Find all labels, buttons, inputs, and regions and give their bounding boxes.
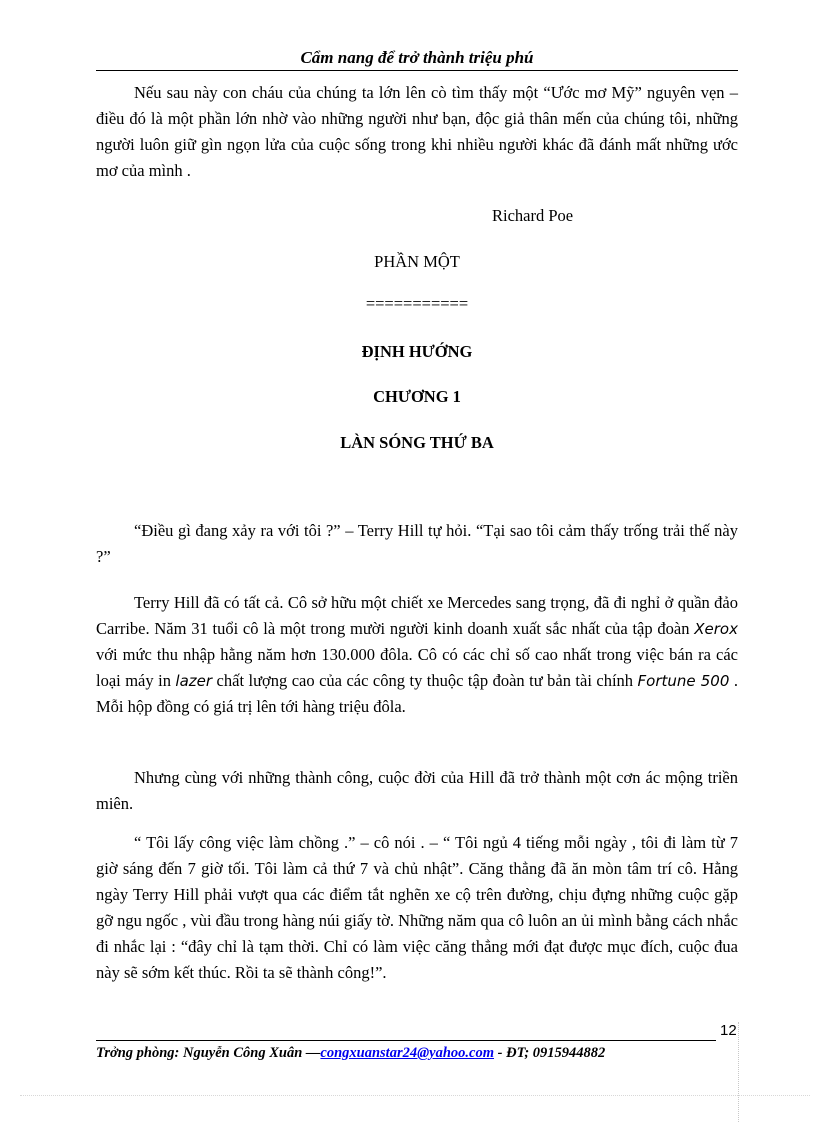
running-header: Cẩm nang để trở thành triệu phú — [300, 48, 534, 67]
header-divider — [96, 70, 738, 71]
footer-phone: - ĐT; 0915944882 — [494, 1045, 606, 1061]
paragraph-2: Terry Hill đã có tất cả. Cô sở hữu một chiết xe Mercedes sang trọng, đã đi nghỉ ở quần đảo Carribe. Năm 31 tuổi cô là một trong mười người kinh doanh xuất sắc nhất của tập đoàn Xerox với mức thu nhập hằng năm hơn 130.000 đôla. Cô có các chỉ số cao nhất trong việc bán ra các loại máy in lazer chất lượng cao của các công ty thuộc tập đoàn tư bản tài chính Fortune 500 . Mỗi hộp đồng có giá trị lên tới hàng triệu đôla. — [96, 593, 739, 716]
footer-divider — [96, 1040, 716, 1041]
email-link[interactable]: congxuanstar24@yahoo.com — [320, 1045, 495, 1061]
chapter-label: CHƯƠNG 1 — [373, 387, 461, 406]
part-separator: =========== — [365, 294, 469, 313]
page-margin-guide-horizontal — [20, 1095, 810, 1096]
paragraph-1: “Điều gì đang xảy ra với tôi ?” – Terry Hill tự hỏi. “Tại sao tôi cảm thấy trống trải thế này ?” — [96, 521, 738, 566]
paragraph-3: Nhưng cùng với những thành công, cuộc đời của Hill đã trở thành một cơn ác mộng triền miên. — [96, 768, 738, 813]
xerox-term: Xerox — [694, 620, 738, 638]
author-signature: Richard Poe — [492, 206, 574, 225]
part-title: PHẦN MỘT — [374, 252, 460, 271]
section-heading: ĐỊNH HƯỚNG — [361, 342, 473, 361]
paragraph-4: “ Tôi lấy công việc làm chồng .” – cô nói . – “ Tôi ngủ 4 tiếng mỗi ngày , tôi đi làm từ 7 giờ sáng đến 7 giờ tối. Tôi làm cả thứ 7 và chủ nhật”. Căng thẳng đã ăn mòn tâm trí cô. Hằng ngày Terry Hill phải vượt qua các điểm tắt nghẽn xe cộ trên đường, chịu đựng những cuộc gặp gỡ ngu ngốc , vùi đầu trong hàng núi giấy tờ. Những năm qua cô luôn an ủi mình bằng cách nhắc đi nhắc lại : “đây chỉ là tạm thời. Chỉ có làm việc căng thẳng mới đạt được mục đích, cuộc đua này sẽ sớm kết thúc. Rồi ta sẽ thành công!”. — [96, 833, 738, 982]
lazer-term: lazer — [175, 672, 213, 690]
intro-paragraph: Nếu sau này con cháu của chúng ta lớn lên cò tìm thấy một “Ước mơ Mỹ” nguyên vẹn – điều đó là một phần lớn nhờ vào những người như bạn, độc giả thân mến của chúng tôi, những người luôn giữ gìn ngọn lửa của cuộc sống trong khi nhiều người khác đã đánh mất những ước mơ của mình . — [96, 83, 738, 180]
page-number: 12 — [720, 1022, 737, 1039]
footer-author: Trởng phòng: Nguyễn Công Xuân — — [96, 1045, 321, 1061]
chapter-title: LÀN SÓNG THỨ BA — [340, 433, 494, 452]
fortune-term: Fortune 500 — [637, 672, 730, 690]
page-margin-guide-vertical — [738, 1022, 739, 1122]
page-footer — [96, 1043, 736, 1063]
